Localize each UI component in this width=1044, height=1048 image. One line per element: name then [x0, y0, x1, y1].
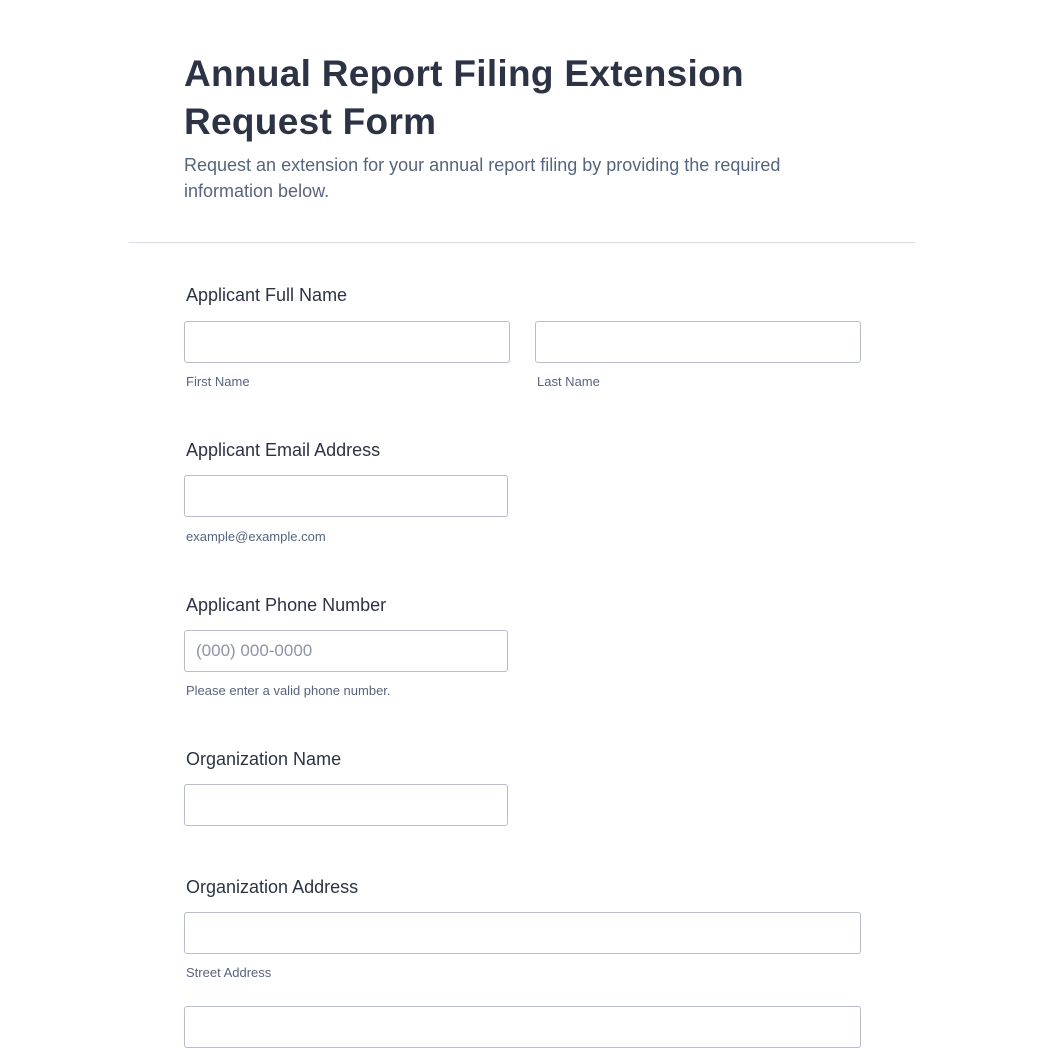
- organization-name-input[interactable]: [184, 784, 508, 826]
- organization-address-label: Organization Address: [186, 877, 359, 897]
- last-name-input[interactable]: [535, 321, 861, 363]
- street-address-sublabel: Street Address: [186, 965, 272, 980]
- form-subtitle: Request an extension for your annual report filing by providing the required information below.: [184, 155, 781, 201]
- organization-name-label: Organization Name: [186, 749, 342, 769]
- phone-input[interactable]: [184, 630, 508, 672]
- first-name-sublabel: First Name: [186, 374, 250, 389]
- form-header: [184, 50, 864, 204]
- phone-sublabel: Please enter a valid phone number.: [186, 683, 391, 698]
- email-label: Applicant Email Address: [186, 440, 381, 460]
- first-name-input[interactable]: [184, 321, 510, 363]
- street-address-line2-input[interactable]: [184, 1006, 861, 1048]
- street-address-input[interactable]: [184, 912, 861, 954]
- full-name-label: Applicant Full Name: [186, 285, 348, 305]
- form-title: Annual Report Filing Extension Request Form: [184, 53, 744, 142]
- phone-label: Applicant Phone Number: [186, 595, 387, 615]
- header-divider: [129, 242, 915, 243]
- last-name-sublabel: Last Name: [537, 374, 600, 389]
- email-input[interactable]: [184, 475, 508, 517]
- email-sublabel: example@example.com: [186, 529, 326, 544]
